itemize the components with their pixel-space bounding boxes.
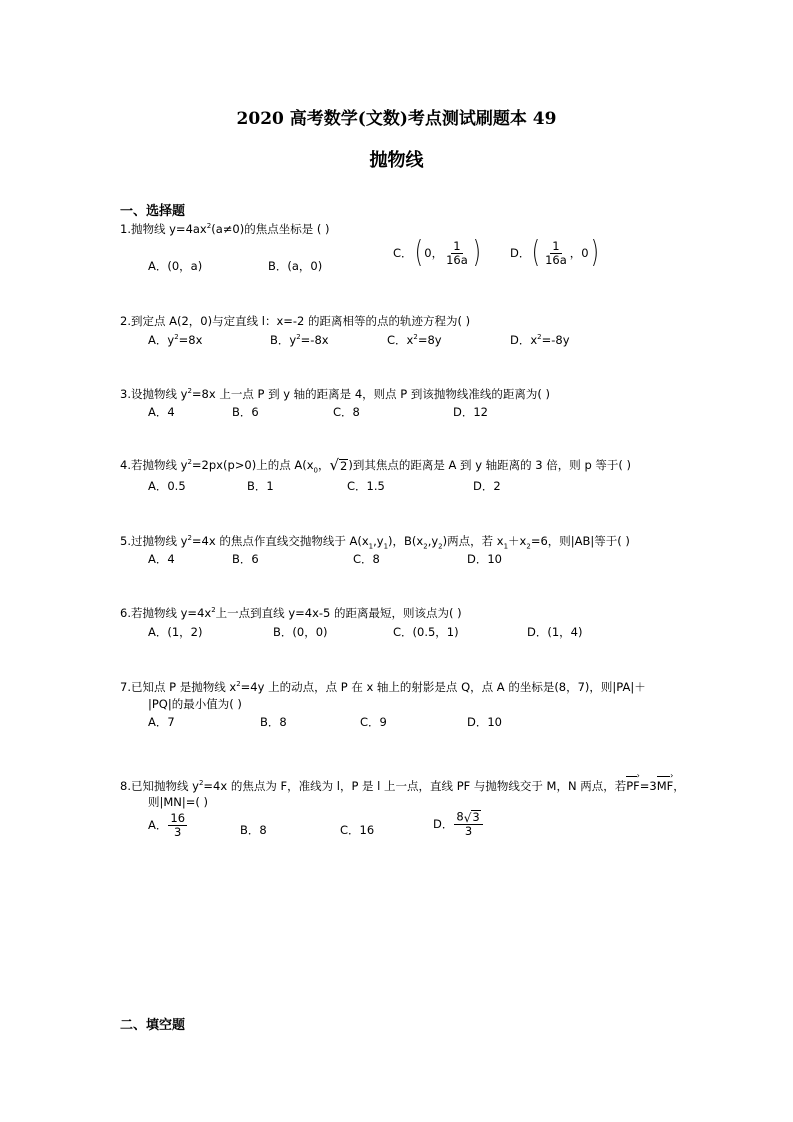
question-1-stem: 1.抛物线 $y=4ax^2(a\ne 0)$的焦点坐标是 ( ) — [120, 222, 330, 236]
question-5-option-b[interactable]: B．6 — [232, 552, 259, 566]
question-3-option-b[interactable]: B．6 — [232, 405, 259, 419]
question-6-option-d[interactable]: D．(1，4) — [527, 625, 583, 639]
question-3-stem: 3.设抛物线 $y^2=8x$ 上一点 P 到 y 轴的距离是 4，则点 P 到该抛物线准线的距离为( ) — [120, 387, 551, 401]
question-4-option-a[interactable]: A．0.5 — [148, 479, 186, 493]
question-7-option-b[interactable]: B．8 — [260, 715, 287, 729]
question-3-option-c[interactable]: C．8 — [333, 405, 360, 419]
question-8-option-b[interactable]: B．8 — [240, 823, 267, 837]
question-8-stem: 8.已知抛物线 $y^2=4x$ 的焦点为 F，准线为 l，P 是 l 上一点，直线 PF 与抛物线交于 M，N 两点，若 › PF=3 › MF， — [120, 771, 685, 793]
question-6-stem: 6.若抛物线 $y=4x^2$上一点到直线 y=4x-5 的距离最短，则该点为( ) — [120, 606, 462, 620]
question-4-option-d[interactable]: D．2 — [473, 479, 501, 493]
question-5-stem: 5.过抛物线 $y^2=4x$ 的焦点作直线交抛物线于 $A(x_1,y_1)$，$B(x_2,y_2)$两点，若 $x_1+x_2=6$，则|AB|等于( ) — [120, 534, 630, 551]
question-7-option-a[interactable]: A．7 — [148, 715, 175, 729]
question-8-option-d[interactable]: D． 8 √ 3 3 — [433, 810, 484, 837]
question-4-option-b[interactable]: B．1 — [247, 479, 274, 493]
question-4-option-c[interactable]: C．1.5 — [347, 479, 385, 493]
question-4-stem: 4.若抛物线 $y^2=2px(p>0)$上的点 $A(x_0$， √ 2 )到其焦点的距离是 A 到 y 轴距离的 3 倍，则 p 等于( ) — [120, 456, 632, 475]
document-subtitle: 抛物线 — [369, 150, 424, 171]
question-1-option-d[interactable]: D． ( $\frac{1}{16a}$ ，0 ) — [510, 235, 599, 270]
document-title: 2020 高考数学(文数)考点测试刷题本 49 — [236, 109, 557, 129]
question-2-option-c[interactable]: C．$x^2=8y$ — [387, 333, 442, 347]
question-1-option-c[interactable]: C． ( 0， $\frac{1}{16a}$ ) — [393, 235, 481, 270]
question-6-option-a[interactable]: A．(1，2) — [148, 625, 203, 639]
question-5-option-a[interactable]: A．4 — [148, 552, 175, 566]
question-2-stem: 2.到定点 A(2，0)与定直线 l：x=-2 的距离相等的点的轨迹方程为( ) — [120, 314, 471, 328]
question-6-option-b[interactable]: B．(0，0) — [273, 625, 328, 639]
question-5-option-d[interactable]: D．10 — [467, 552, 502, 566]
question-2-option-a[interactable]: A．$y^2=8x$ — [148, 333, 203, 347]
question-8-stem-line2: 则|MN|=( ) — [148, 795, 209, 809]
question-8-option-a[interactable]: A． $\frac{16}{3}$ — [148, 811, 186, 839]
question-1-option-b[interactable]: B．(a，0) — [268, 259, 323, 273]
question-8-option-c[interactable]: C．16 — [340, 823, 375, 837]
question-5-option-c[interactable]: C．8 — [353, 552, 380, 566]
question-2-option-d[interactable]: D．$x^2=-8y$ — [510, 333, 570, 347]
section-heading-fill: 二、填空题 — [120, 1018, 186, 1033]
question-6-option-c[interactable]: C．(0.5，1) — [393, 625, 459, 639]
question-7-option-c[interactable]: C．9 — [360, 715, 387, 729]
question-1-option-a[interactable]: A．(0，a) — [148, 259, 203, 273]
question-7-option-d[interactable]: D．10 — [467, 715, 502, 729]
question-2-option-b[interactable]: B．$y^2=-8x$ — [270, 333, 329, 347]
question-7-stem-line2: |PQ|的最小值为( ) — [148, 697, 242, 711]
question-7-stem: 7.已知点 P 是抛物线 $x^2=4y$ 上的动点，点 P 在 x 轴上的射影是点 Q，点 A 的坐标是(8，7)，则|PA|＋ — [120, 680, 646, 694]
question-3-option-a[interactable]: A．4 — [148, 405, 175, 419]
section-heading-choice: 一、选择题 — [120, 204, 186, 219]
question-3-option-d[interactable]: D．12 — [453, 405, 488, 419]
